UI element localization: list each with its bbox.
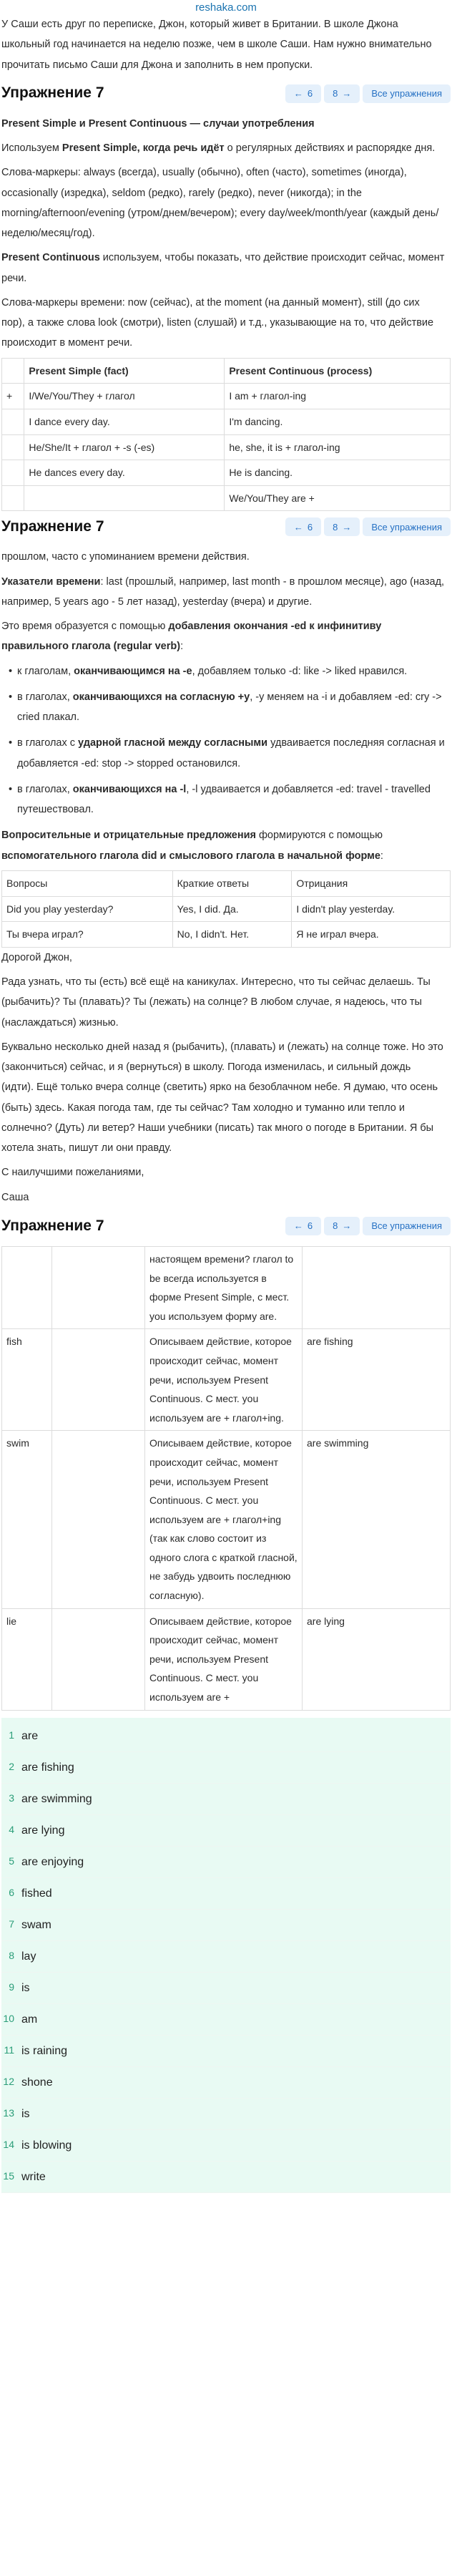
table-row: We/You/They are + — [2, 485, 451, 511]
all-exercises-button[interactable]: Все упражнения — [363, 517, 451, 536]
ed-rules-list — [1, 661, 451, 820]
letter-signature: Саша — [1, 1191, 29, 1203]
list-item: • в глаголах с ударной гласной между согласными удваивается последняя согласная и добавляется -ed: stop -> stopped остановился. — [9, 733, 451, 774]
arrow-left-icon: ← — [293, 521, 303, 533]
exercise-title: Упражнение 7 — [1, 84, 104, 102]
table-row: swim Описываем действие, которое происходит сейчас, момент речи, используем Present Continuous. С мест. you используем are + глагол+ing (так как слово состоит из одного слога с краткой гласной, не забудь удвоить последнюю согласную). are swimming — [2, 1431, 451, 1608]
pager — [285, 1217, 451, 1235]
answer-item: 3 are swimming — [1, 1784, 451, 1815]
table-header: Вопросы — [2, 871, 173, 897]
table-row: I dance every day. I'm dancing. — [2, 409, 451, 434]
exercise-title: Упражнение 7 — [1, 1217, 104, 1234]
answer-item: 12 shone — [1, 2067, 451, 2099]
answer-item: 15 write — [1, 2162, 451, 2193]
next-button[interactable]: 8 → — [324, 84, 360, 103]
exercise-nav — [1, 512, 451, 541]
list-item: • в глаголах, оканчивающихся на -l, -l удваивается и добавляется -ed: travel - travelled путешествовал. — [9, 779, 451, 820]
did-table — [1, 870, 451, 948]
answer-item: 6 fished — [1, 1878, 451, 1910]
table-header: Present Continuous (process) — [225, 358, 451, 384]
theory-markers-continuous: Слова-маркеры времени: now (сейчас), at the moment (на данный момент), still (до сих пор), а также слова look (смотри), listen (слушай) и т.д., указывающие на то, что действие происходит в момент речи. — [1, 296, 434, 349]
site-logo[interactable]: reshaka.com — [195, 1, 257, 14]
table-row: настоящем времени? глагол to be всегда используется в форме Present Simple, с мест. you используем форму are. — [2, 1246, 451, 1328]
prev-button[interactable]: ← 6 — [285, 517, 321, 536]
answers-list — [1, 1718, 451, 2193]
answer-item: 9 is — [1, 1973, 451, 2004]
letter-paragraph: Буквально несколько дней назад я (рыбачить), (плавать) и (лежать) на солнце тоже. Но это (закончиться) сейчас, и я (вернуться) в школу. Погода изменилась, и сильный дождь (идти). Ещё только вчера солнце (светить) ярко на безоблачном небе. Я думаю, что осень (быть) здесь. Какая погода там, где ты сейчас? Там холодно и туманно или тепло и солнечно? (Дуть) ли ветер? Наши учебники (писать) так много о погоде в Британии. Я бы хотела знать, пишут ли они правду. — [1, 1041, 443, 1155]
tenses-table — [1, 358, 451, 512]
table-row: + I/We/You/They + глагол I am + глагол-ing — [2, 384, 451, 409]
table-row: He dances every day. He is dancing. — [2, 460, 451, 486]
answer-item: 8 lay — [1, 1941, 451, 1973]
next-button[interactable]: 8 → — [324, 1217, 360, 1235]
answer-item: 13 is — [1, 2099, 451, 2130]
arrow-left-icon: ← — [293, 88, 303, 99]
arrow-right-icon: → — [342, 88, 352, 99]
answer-item: 4 are lying — [1, 1815, 451, 1847]
table-row: lie Описываем действие, которое происходит сейчас, момент речи, используем Present Continuous. С мест. you используем are + are lying — [2, 1608, 451, 1710]
arrow-left-icon: ← — [293, 1220, 303, 1232]
task-intro: У Саши есть друг по переписке, Джон, который живет в Британии. В школе Джона школьный год начинается на неделю позже, чем в школе Саши. Нам нужно внимательно прочитать письмо Саши для Джона и заполнить в нем пропуски. — [1, 19, 432, 71]
exercise-nav — [1, 1212, 451, 1240]
table-row: Ты вчера играл? No, I didn't. Нет. Я не играл вчера. — [2, 922, 451, 948]
prev-button[interactable]: ← 6 — [285, 1217, 321, 1235]
past-simple-usage: прошлом, часто с упоминанием времени действия. — [1, 551, 250, 563]
all-exercises-button[interactable]: Все упражнения — [363, 1217, 451, 1235]
table-row: Did you play yesterday? Yes, I did. Да. I didn't play yesterday. — [2, 896, 451, 922]
arrow-right-icon: → — [342, 1220, 352, 1232]
table-header: Present Simple (fact) — [24, 358, 225, 384]
table-header: Краткие ответы — [172, 871, 292, 897]
theory-heading: Present Simple и Present Continuous — случаи употребления — [1, 117, 315, 130]
theory-present-simple: Используем Present Simple, когда речь идёт о регулярных действиях и распорядке дня. — [1, 142, 436, 155]
prev-button[interactable]: ← 6 — [285, 84, 321, 103]
letter-paragraph: Рада узнать, что ты (есть) всё ещё на каникулах. Интересно, что ты сейчас делаешь. Ты (рыбачить)? Ты (плавать)? Ты (лежать) на солнце? В любом случае, я надеюсь, что ты (наслаждаться) жизнью. — [1, 976, 431, 1029]
answer-item: 5 are enjoying — [1, 1847, 451, 1878]
table-header: Отрицания — [292, 871, 451, 897]
answer-item: 14 is blowing — [1, 2130, 451, 2162]
answer-item: 2 are fishing — [1, 1752, 451, 1784]
table-row: He/She/It + глагол + -s (-es) he, she, it is + глагол-ing — [2, 434, 451, 460]
answer-item: 1 are — [1, 1721, 451, 1752]
answer-item: 7 swam — [1, 1910, 451, 1941]
exercise-nav — [1, 79, 451, 108]
pager — [285, 517, 451, 536]
letter-greeting: Дорогой Джон, — [1, 951, 72, 963]
next-button[interactable]: 8 → — [324, 517, 360, 536]
pager — [285, 84, 451, 103]
theory-markers-simple: Слова-маркеры: always (всегда), usually (обычно), often (часто), sometimes (иногда), occasionally (изредка), seldom (редко), rarely (редко), never (никогда); in the morning/afternoon/evening (утром/днем/вечером); every day/week/month/year (каждый день/неделю/месяц/год). — [1, 167, 439, 240]
arrow-right-icon: → — [342, 521, 352, 533]
table-row: fish Описываем действие, которое происходит сейчас, момент речи, используем Present Continuous. С мест. you используем are + глагол+ing. are fishing — [2, 1329, 451, 1431]
answer-item: 11 is raining — [1, 2036, 451, 2067]
list-item: • в глаголах, оканчивающихся на согласную +y, -y меняем на -i и добавляем -ed: cry -> cried плакал. — [9, 687, 451, 728]
solution-table — [1, 1246, 451, 1711]
answer-item: 10 am — [1, 2004, 451, 2036]
list-item: • к глаголам, оканчивающимся на -e, добавляем только -d: like -> liked нравился. — [9, 661, 451, 681]
theory-present-continuous: Present Continuous используем, чтобы показать, что действие происходит сейчас, момент речи. — [1, 252, 445, 284]
letter-closing: С наилучшими пожеланиями, — [1, 1167, 144, 1179]
past-time-markers: Указатели времени: last (прошлый, например, last month - в прошлом месяце), ago (назад, например, 5 years ago - 5 лет назад), yesterday (вчера) и другие. — [1, 575, 445, 608]
table-header — [2, 358, 24, 384]
past-questions-negatives: Вопросительные и отрицательные предложения формируются с помощью вспомогательного глагола did и смыслового глагола в начальной форме: — [1, 830, 383, 862]
all-exercises-button[interactable]: Все упражнения — [363, 84, 451, 103]
exercise-title: Упражнение 7 — [1, 517, 104, 535]
past-formation: Это время образуется с помощью добавления окончания -ed к инфинитиву правильного глагола (regular verb): — [1, 621, 382, 653]
